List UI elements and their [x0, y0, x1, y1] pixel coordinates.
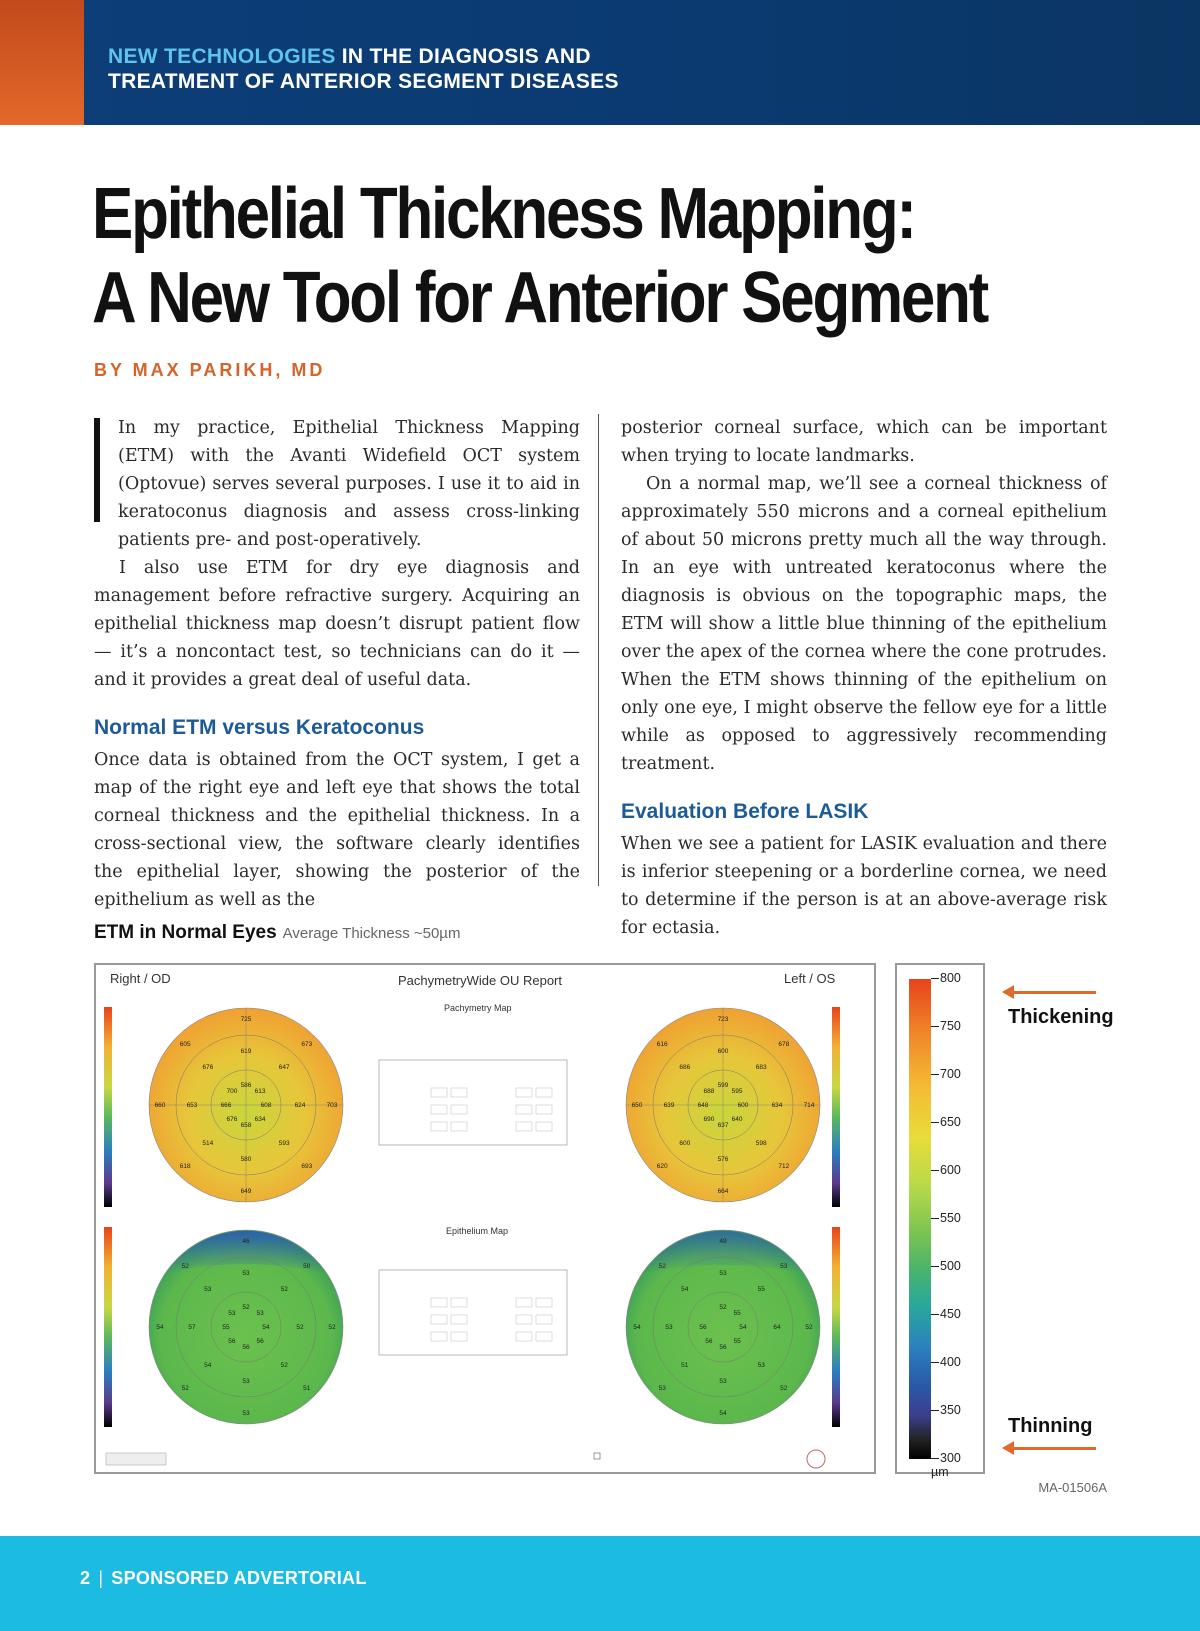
map-value: 55 — [222, 1324, 230, 1331]
map-value: 624 — [294, 1102, 306, 1109]
map-value: 64 — [773, 1324, 781, 1331]
map-value: 52 — [181, 1263, 189, 1271]
header-accent-block — [0, 0, 84, 125]
right-column — [621, 414, 1107, 942]
map-value: 55 — [733, 1309, 741, 1317]
scale-tick-label: 300 µm — [931, 1451, 981, 1479]
map-value: 616 — [656, 1041, 668, 1049]
map-value: 676 — [226, 1116, 238, 1124]
map-value: 54 — [739, 1324, 747, 1331]
map-value: 660 — [154, 1102, 166, 1109]
left-column — [94, 414, 580, 914]
scale-tick-label: 650 — [931, 1115, 961, 1129]
article-title — [92, 172, 988, 340]
series-title-highlight: NEW TECHNOLOGIES — [108, 45, 336, 68]
map-value: 54 — [262, 1324, 270, 1331]
map-value: 714 — [803, 1102, 815, 1109]
footer-section: SPONSORED ADVERTORIAL — [111, 1568, 367, 1588]
map-value: 56 — [719, 1344, 727, 1351]
page-number: 2 — [80, 1568, 91, 1588]
map-value: 54 — [204, 1362, 212, 1370]
report-title: PachymetryWide OU Report — [398, 973, 562, 988]
pachymetry-report — [94, 963, 876, 1474]
series-title — [108, 44, 619, 94]
map-value: 650 — [631, 1102, 643, 1109]
map-value: 586 — [240, 1082, 252, 1089]
figure-caption-title: ETM in Normal Eyes — [94, 922, 277, 943]
map-value: 55 — [757, 1285, 765, 1293]
scale-ticks — [931, 971, 981, 1479]
article-title-line1: Epithelial Thickness Mapping: — [92, 174, 915, 254]
map-value: 600 — [717, 1048, 729, 1055]
map-value: 703 — [326, 1102, 338, 1109]
map-value: 56 — [256, 1338, 264, 1346]
map-value: 56 — [242, 1344, 250, 1351]
map-value: 52 — [328, 1324, 336, 1331]
map-value: 725 — [240, 1016, 252, 1023]
paragraph: In my practice, Epithelial Thickness Mapping (ETM) with the Avanti Widefield OCT system (Optovue) serves several purposes. I use it to aid in keratoconus diagnosis and assess cross-linking patients pre- and post-operatively. — [118, 418, 580, 550]
section-heading: Evaluation Before LASIK — [621, 800, 869, 823]
map-value: 53 — [228, 1309, 236, 1317]
map-value: 53 — [757, 1362, 765, 1370]
map-value: 648 — [697, 1102, 709, 1109]
map-value: 664 — [717, 1188, 729, 1195]
map-value: 683 — [755, 1063, 767, 1071]
map-value: 52 — [181, 1384, 189, 1392]
figure-code: MA-01506A — [1038, 1480, 1107, 1495]
scale-tick-label: 350 — [931, 1403, 961, 1417]
map-value: 647 — [278, 1063, 290, 1071]
map-value: 580 — [240, 1156, 252, 1163]
report-graphics — [96, 965, 874, 1472]
scale-tick-label: 500 — [931, 1259, 961, 1273]
map-value: 666 — [220, 1102, 232, 1109]
map-value: 700 — [226, 1087, 238, 1095]
map-value: 712 — [778, 1162, 790, 1170]
map-value: 49 — [719, 1238, 727, 1245]
map-value: 678 — [778, 1041, 790, 1049]
map-value: 50 — [303, 1263, 311, 1271]
map-value: 56 — [228, 1338, 236, 1346]
paragraph: When we see a patient for LASIK evaluation and there is inferior steepening or a borderline cornea, we need to determine if the person is at an above-average risk for ectasia. — [621, 834, 1107, 938]
thinning-arrow-icon — [1012, 1447, 1096, 1450]
series-title-line1: IN THE DIAGNOSIS AND — [335, 45, 591, 68]
scale-tick-label: 550 — [931, 1211, 961, 1225]
footer-label: 2 | SPONSORED ADVERTORIAL — [80, 1568, 367, 1588]
map-value: 56 — [699, 1324, 707, 1331]
map-value: 52 — [296, 1324, 304, 1331]
map-value: 605 — [179, 1041, 191, 1049]
map-value: 46 — [242, 1238, 250, 1245]
map-value: 56 — [705, 1338, 713, 1346]
map-value: 653 — [186, 1102, 198, 1109]
map-value: 637 — [717, 1122, 729, 1129]
map-value: 618 — [179, 1162, 191, 1170]
scale-tick-label: 600 — [931, 1163, 961, 1177]
map-value: 51 — [303, 1384, 311, 1392]
map-value: 599 — [717, 1082, 729, 1089]
figure-caption-subtitle: Average Thickness ~50µm — [282, 925, 461, 942]
map-value: 600 — [679, 1140, 691, 1148]
map-value: 620 — [656, 1162, 668, 1170]
paragraph: Once data is obtained from the OCT system, I get a map of the right eye and left eye that shows the total corneal thickness and the epithelial thickness. In a cross-sectional view, the software clearly identifies the epithelial layer, showing the posterior of the epithelium as well as the — [94, 750, 580, 910]
thickening-arrow-icon — [1012, 991, 1096, 994]
column-divider — [598, 414, 599, 886]
paragraph: I also use ETM for dry eye diagnosis and management before refractive surgery. Acquiring an epithelial thickness map doesn’t disrupt patient flow — it’s a noncontact test, so technicians can do it — and it provides a great deal of useful data. — [94, 558, 580, 690]
map-value: 54 — [719, 1410, 727, 1417]
epithelium-map-label: Epithelium Map — [446, 1226, 509, 1236]
article-title-line2: A New Tool for Anterior Segment — [92, 258, 988, 338]
thickness-color-scale — [909, 979, 931, 1459]
map-value: 640 — [731, 1116, 743, 1124]
map-value: 593 — [278, 1140, 290, 1148]
map-value: 53 — [719, 1270, 727, 1277]
map-value: 693 — [301, 1162, 313, 1170]
map-value: 598 — [755, 1140, 767, 1148]
map-value: 52 — [780, 1384, 788, 1392]
map-value: 613 — [254, 1087, 266, 1095]
map-value: 54 — [633, 1324, 641, 1331]
map-value: 54 — [681, 1285, 689, 1293]
thickness-scale-panel — [895, 963, 985, 1479]
map-value: 53 — [780, 1263, 788, 1271]
thinning-label: Thinning — [1008, 1415, 1093, 1437]
scale-tick-label: 700 — [931, 1067, 961, 1081]
map-value: 688 — [703, 1087, 715, 1095]
byline: BY MAX PARIKH, MD — [94, 360, 326, 380]
map-value: 53 — [242, 1270, 250, 1277]
figure-caption — [94, 922, 460, 944]
map-value: 52 — [719, 1304, 727, 1311]
map-value: 53 — [719, 1378, 727, 1385]
map-value: 658 — [240, 1122, 252, 1129]
paragraph: On a normal map, we’ll see a corneal thickness of approximately 550 microns and a corneal epithelium of about 50 microns pretty much all the way through. In an eye with untreated keratoconus where the diagnosis is obvious on the topographic maps, the ETM will show a little blue thinning of the epithelium over the apex of the cornea where the cone protrudes. When the ETM shows thinning of the epithelium on only one eye, I might observe the fellow eye for a little while as opposed to aggressively recommending treatment. — [621, 474, 1107, 774]
scale-tick-label: 450 — [931, 1307, 961, 1321]
map-value: 634 — [771, 1102, 783, 1109]
map-value: 608 — [260, 1102, 272, 1109]
map-value: 53 — [204, 1285, 212, 1293]
paragraph: posterior corneal surface, which can be important when trying to locate landmarks. — [621, 418, 1107, 466]
map-value: 619 — [240, 1048, 252, 1055]
map-value: 54 — [156, 1324, 164, 1331]
map-value: 52 — [242, 1304, 250, 1311]
map-value: 595 — [731, 1087, 743, 1095]
scale-tick-label: 800 — [931, 971, 961, 985]
map-value: 53 — [242, 1378, 250, 1385]
map-value: 576 — [717, 1156, 729, 1163]
right-eye-label: Right / OD — [110, 971, 171, 986]
opening-paragraph — [94, 414, 580, 554]
map-value: 600 — [737, 1102, 749, 1109]
map-value: 52 — [805, 1324, 813, 1331]
section-heading: Normal ETM versus Keratoconus — [94, 716, 425, 739]
map-value: 53 — [665, 1324, 673, 1331]
map-value: 673 — [301, 1041, 313, 1049]
map-value: 53 — [256, 1309, 264, 1317]
map-value: 723 — [717, 1016, 729, 1023]
scale-tick-label: 400 — [931, 1355, 961, 1369]
map-value: 52 — [658, 1263, 666, 1271]
map-value: 676 — [202, 1063, 214, 1071]
map-value: 52 — [280, 1285, 288, 1293]
pachymetry-map-label: Pachymetry Map — [444, 1003, 512, 1013]
map-value: 53 — [242, 1410, 250, 1417]
map-value: 57 — [188, 1324, 196, 1331]
map-value: 514 — [202, 1140, 214, 1148]
map-value: 634 — [254, 1116, 266, 1124]
map-value: 55 — [733, 1338, 741, 1346]
map-value: 51 — [681, 1362, 689, 1370]
map-value: 690 — [703, 1116, 715, 1124]
map-value: 639 — [663, 1102, 675, 1109]
thickening-label: Thickening — [1008, 1006, 1114, 1028]
map-value: 53 — [658, 1384, 666, 1392]
map-value: 649 — [240, 1188, 252, 1195]
drop-cap-bar — [94, 418, 100, 522]
map-value: 52 — [280, 1362, 288, 1370]
left-eye-label: Left / OS — [784, 971, 836, 986]
scale-tick-label: 750 — [931, 1019, 961, 1033]
map-value: 686 — [679, 1063, 691, 1071]
series-title-line2: TREATMENT OF ANTERIOR SEGMENT DISEASES — [108, 70, 619, 93]
